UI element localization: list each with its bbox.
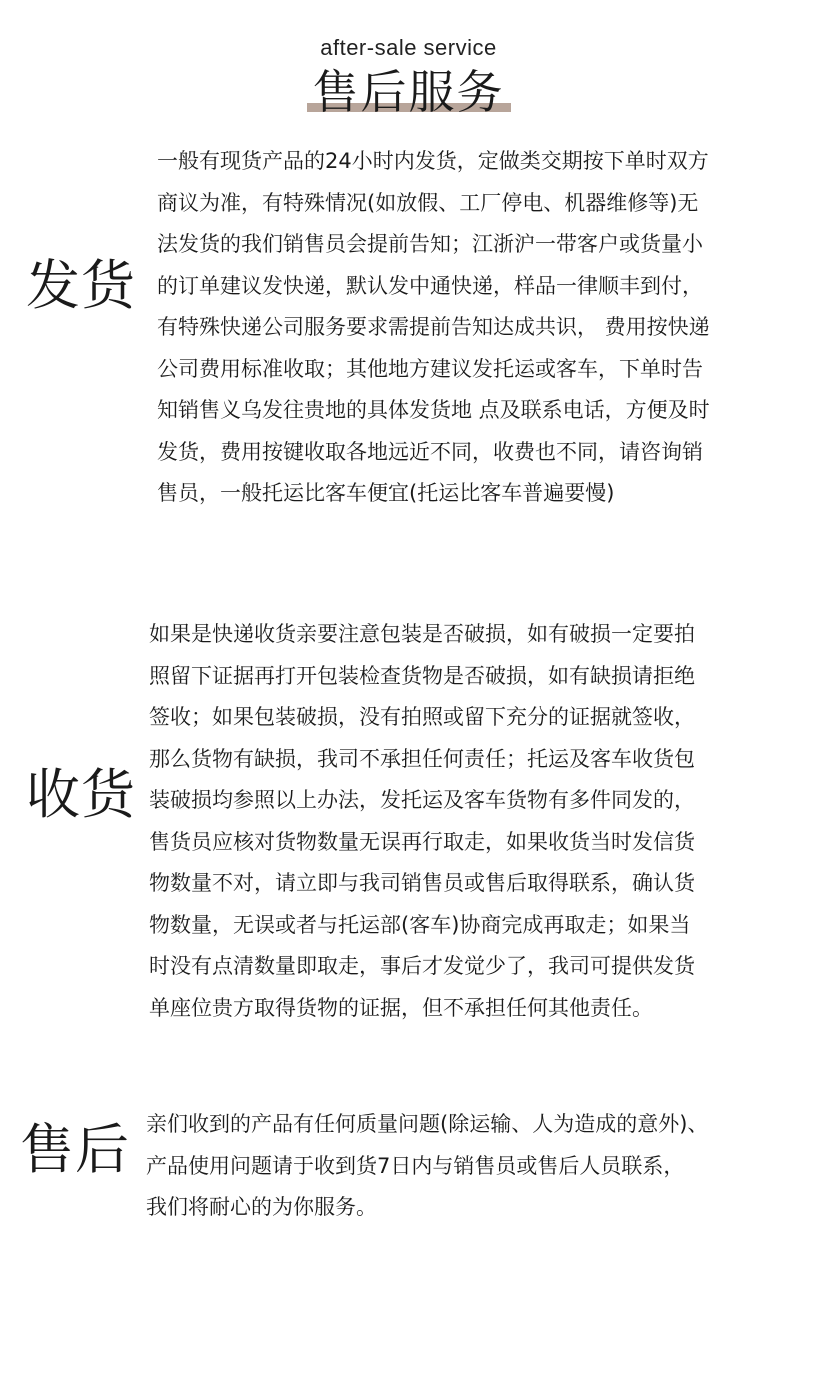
text-line: 单座位贵方取得货物的证据，但不承担任何其他责任。 [149,995,653,1020]
text-line: 售员，一般托运比客车便宜(托运比客车普遍要慢) [157,481,615,505]
text-line: 那么货物有缺损，我司不承担任何责任；托运及客车收货包 [149,746,695,771]
section-label-receiving: 收货 [26,763,136,826]
text-line: 装破损均参照以上办法，发托运及客车货物有多件同发的， [149,788,695,812]
section-label-shipping: 发货 [26,254,136,317]
section-label-after-sale: 售后 [20,1118,130,1181]
section-body-after-sale [146,1104,708,1229]
text-line: 物数量，无误或者与托运部(客车)协商完成再取走；如果当 [149,912,691,937]
text-line: 知销售义乌发往贵地的具体发货地 点及联系电话，方便及时 [157,398,710,422]
text-line: 的订单建议发快递，默认发中通快递，样品一律顺丰到付， [157,273,703,298]
page-header [0,30,817,118]
text-line: 照留下证据再打开包装检查货物是否破损，如有缺损请拒绝 [149,663,695,688]
text-line: 签收；如果包装破损，没有拍照或留下充分的证据就签收， [149,705,695,729]
text-line: 公司费用标准收取；其他地方建议发托运或客车，下单时告 [157,356,703,381]
text-line: 物数量不对，请立即与我司销售员或售后取得联系，确认货 [149,871,695,895]
text-line: 发货，费用按键收取各地远近不同，收费也不同，请咨询销 [157,439,703,464]
page-subtitle: after-sale service [320,35,497,60]
text-line: 亲们收到的产品有任何质量问题(除运输、人为造成的意外)、 [146,1112,709,1136]
section-body-receiving [149,614,695,1029]
text-line: 如果是快递收货亲要注意包装是否破损，如有破损一定要拍 [149,622,695,646]
text-line: 法发货的我们销售员会提前告知；江浙沪一带客户或货量小 [157,232,703,256]
text-line: 时没有点清数量即取走，事后才发觉少了，我司可提供发货 [149,954,695,978]
section-body-shipping [157,141,710,515]
text-line: 我们将耐心的为你服务。 [146,1195,377,1219]
page-title: 售后服务 [312,65,505,119]
text-line: 有特殊快递公司服务要求需提前告知达成共识， 费用按快递 [157,315,710,339]
text-line: 售货员应核对货物数量无误再行取走，如果收货当时发信货 [149,829,695,854]
page-title-wrap [307,66,511,118]
text-line: 一般有现货产品的24小时内发货，定做类交期按下单时双方 [157,149,709,173]
text-line: 产品使用问题请于收到货7日内与销售员或售后人员联系， [146,1153,685,1178]
text-line: 商议为准，有特殊情况(如放假、工厂停电、机器维修等)无 [157,190,699,215]
